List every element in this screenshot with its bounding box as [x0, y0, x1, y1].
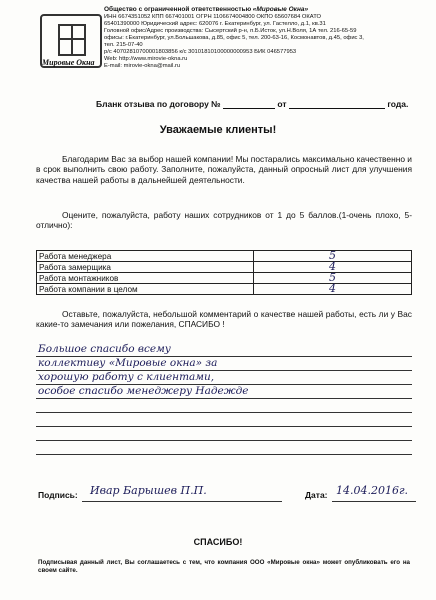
company-name: «Мировые Окна» [252, 6, 309, 13]
contract-date-field[interactable] [289, 100, 385, 109]
intro-paragraph: Благодарим Вас за выбор нашей компании! Мы постарались максимально качественно и в срок выполнить свою работу. Заполните, пожалуйста, данный опросный лист для улучшения качества нашей работы в дальнейшей деятельности. [36, 154, 412, 185]
ratings-table [36, 250, 412, 295]
signature-label: Подпись: [38, 490, 78, 500]
table-row [37, 251, 412, 262]
ruled-line [36, 412, 412, 413]
rating-score[interactable]: 5 [254, 251, 412, 262]
ruled-line [36, 370, 412, 371]
company-email: E-mail: mirovie-okna@mail.ru [104, 63, 181, 69]
company-office-main: Головной офис/Адрес производства: Сысертский р-н, п.Б.Исток, ул.Н.Воля, 1А тел. 216-65-59 [104, 28, 357, 34]
form-title-from: от [277, 99, 287, 109]
greeting-heading: Уважаемые клиенты! [159, 124, 277, 136]
company-office-2: офисы: г.Екатеринбург, ул.Большакова, д.85, офис 5, тел. 200-63-16, Космонавтов, д.45, офис 3, [104, 35, 364, 41]
thanks-heading: СПАСИБО! [193, 537, 243, 547]
form-title-year: года. [387, 99, 409, 109]
rating-label: Работа компании в целом [37, 284, 254, 295]
ruled-line [36, 440, 412, 441]
form-title-prefix: Бланк отзыва по договору № [96, 99, 221, 109]
footer-note: Подписывая данный лист, Вы соглашаетесь с тем, что компания ООО «Мировые окна» может опубликовать его на своем сайте. [38, 559, 410, 574]
company-inn: ИНН 6674351052 КПП 667401001 ОГРН 1106674004800 ОКПО 65607684 ОКАТО [104, 14, 322, 20]
contract-number-field[interactable] [223, 100, 275, 109]
rating-label: Работа монтажников [37, 273, 254, 284]
rating-score[interactable]: 4 [254, 262, 412, 273]
date-label: Дата: [305, 490, 328, 500]
signature-line [82, 501, 282, 502]
date-field[interactable]: 14.04.2016г. [336, 484, 409, 497]
date-line [332, 501, 416, 502]
ruled-line [36, 384, 412, 385]
ruled-line [36, 356, 412, 357]
comment-prompt: Оставьте, пожалуйста, небольшой комментарий о качестве нашей работы, есть ли у Вас какие-то замечания или пожелания, СПАСИБО ! [36, 309, 412, 330]
form-title [96, 99, 408, 109]
ruled-line [36, 454, 412, 455]
ruled-line [36, 426, 412, 427]
comment-line[interactable]: хорошую работу с клиентами, [38, 371, 215, 383]
comment-line[interactable]: коллективу «Мировые окна» за [38, 357, 218, 369]
company-legal-form: Общество с ограниченной ответственностью [104, 6, 252, 13]
company-office-3: тел. 215-07-40 [104, 42, 143, 48]
rating-score[interactable]: 4 [254, 284, 412, 295]
rating-label: Работа замерщика [37, 262, 254, 273]
rating-label: Работа менеджера [37, 251, 254, 262]
rating-score[interactable]: 5 [254, 273, 412, 284]
table-row [37, 273, 412, 284]
rating-prompt: Оцените, пожалуйста, работу наших сотрудников от 1 до 5 баллов.(1-очень плохо, 5-отлично): [36, 210, 412, 231]
signature-field[interactable]: Ивар Барышев П.П. [90, 484, 207, 497]
table-row [37, 284, 412, 295]
window-icon [58, 24, 86, 56]
comment-line[interactable]: Большое спасибо всему [38, 343, 171, 355]
logo-text: Мировые Окна [42, 58, 95, 67]
company-header [104, 6, 424, 70]
company-web: Web: http://www.mirovie-okna.ru [104, 56, 188, 62]
comment-line[interactable]: особое спасибо менеджеру Надежде [38, 385, 249, 397]
ruled-line [36, 398, 412, 399]
company-okato: 65401390000 Юридический адрес: 620076 г. Екатеринбург, ул. Гастелло, д.1, кв.31 [104, 21, 326, 27]
table-row [37, 262, 412, 273]
company-bank: р/с 40702810700001803856 к/с 30101810100000000953 БИК 046577953 [104, 49, 297, 55]
